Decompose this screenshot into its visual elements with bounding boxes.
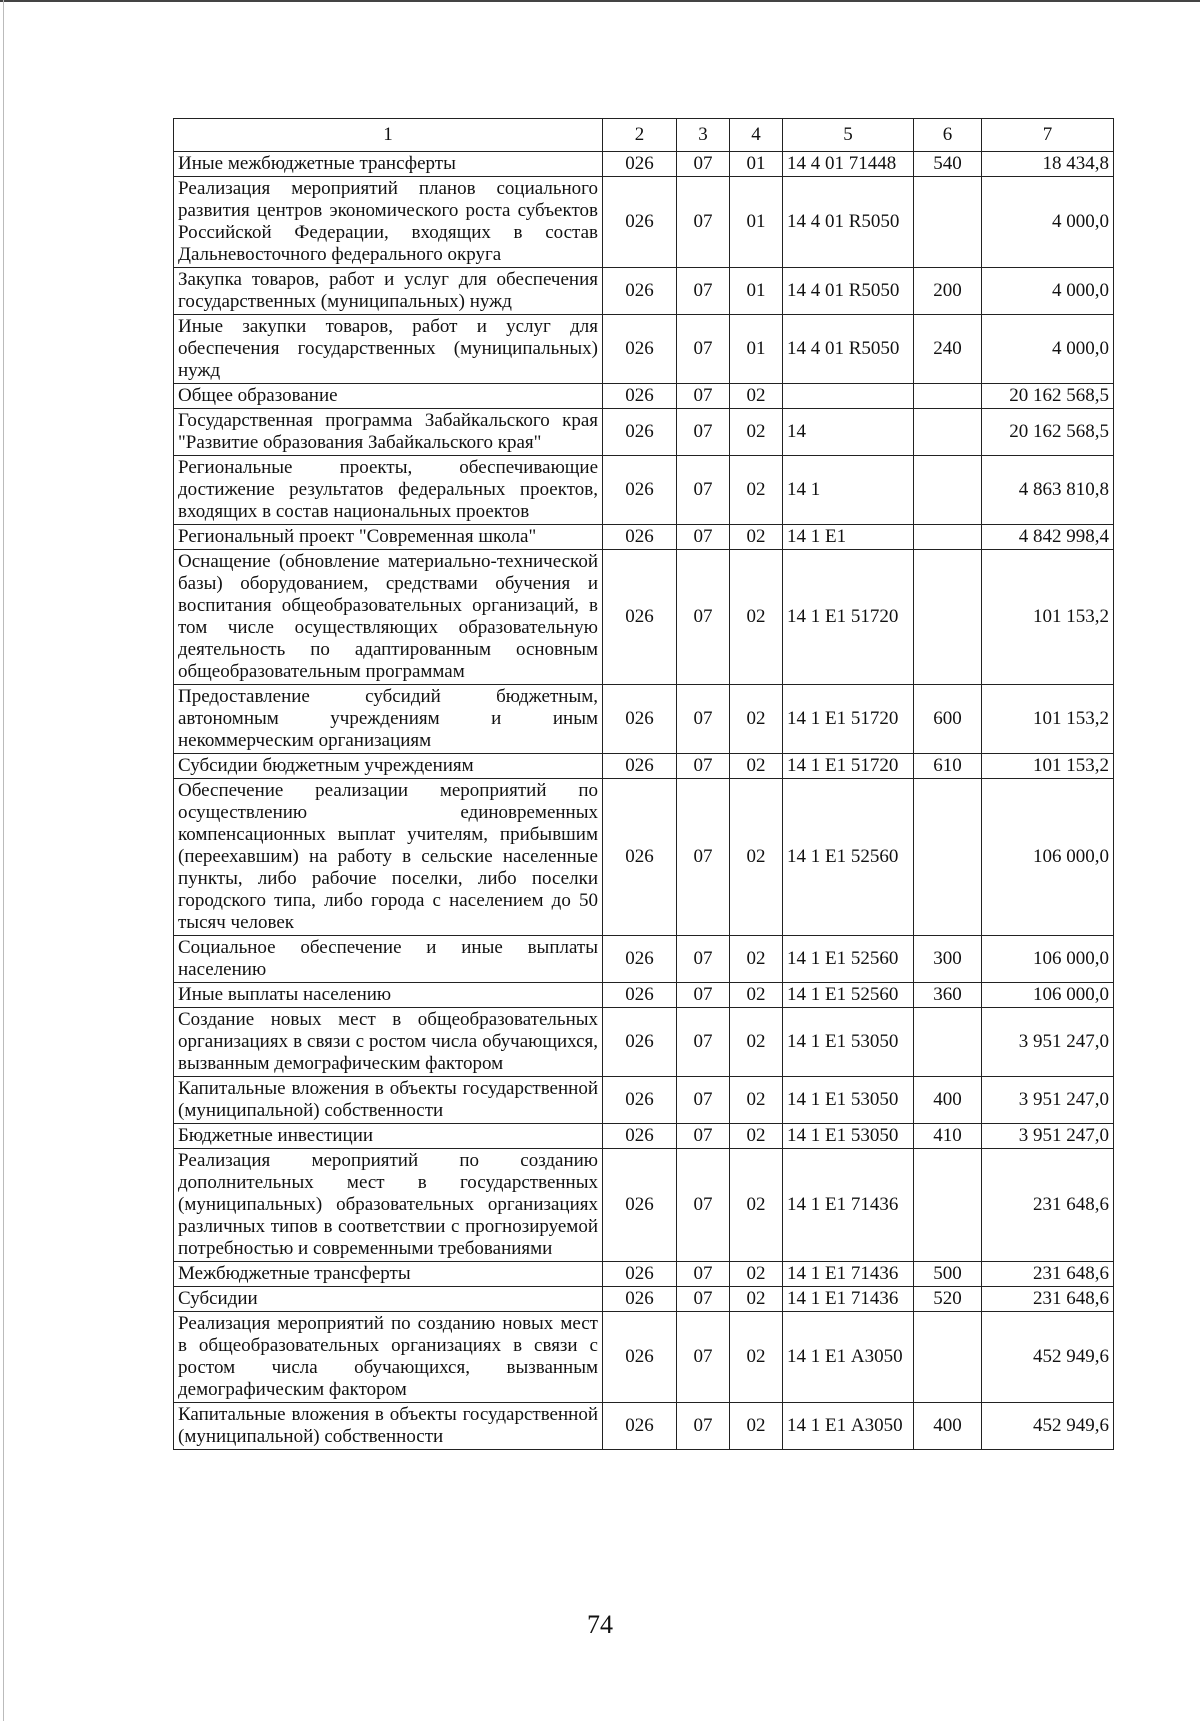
table-header-row [174, 119, 1114, 152]
table-row [174, 1149, 1114, 1262]
ministry-code-cell: 026 [603, 1077, 677, 1124]
expense-type-code-cell: 520 [914, 1287, 982, 1312]
table-row [174, 1124, 1114, 1149]
ministry-code-cell: 026 [603, 1403, 677, 1450]
target-item-code-cell: 14 1 Е1 53050 [783, 1077, 914, 1124]
amount-cell: 3 951 247,0 [982, 1124, 1114, 1149]
target-item-code-cell: 14 1 Е1 52560 [783, 779, 914, 936]
column-header-6: 6 [914, 119, 982, 152]
table-row [174, 685, 1114, 754]
ministry-code-cell: 026 [603, 177, 677, 268]
row-description: Иные выплаты населению [174, 983, 603, 1008]
target-item-code-cell: 14 1 [783, 456, 914, 525]
column-header-5: 5 [783, 119, 914, 152]
expense-type-code-cell [914, 177, 982, 268]
section-code-cell: 07 [677, 1008, 730, 1077]
amount-cell: 4 842 998,4 [982, 525, 1114, 550]
table-row [174, 177, 1114, 268]
subsection-code-cell: 01 [730, 315, 783, 384]
ministry-code-cell: 026 [603, 152, 677, 177]
ministry-code-cell: 026 [603, 685, 677, 754]
subsection-code-cell: 02 [730, 983, 783, 1008]
target-item-code-cell: 14 1 Е1 52560 [783, 936, 914, 983]
amount-cell: 106 000,0 [982, 936, 1114, 983]
amount-cell: 3 951 247,0 [982, 1008, 1114, 1077]
table-row [174, 1077, 1114, 1124]
ministry-code-cell: 026 [603, 409, 677, 456]
section-code-cell: 07 [677, 1403, 730, 1450]
amount-cell: 231 648,6 [982, 1287, 1114, 1312]
ministry-code-cell: 026 [603, 384, 677, 409]
section-code-cell: 07 [677, 1124, 730, 1149]
table-row [174, 983, 1114, 1008]
target-item-code-cell: 14 1 Е1 71436 [783, 1262, 914, 1287]
section-code-cell: 07 [677, 1312, 730, 1403]
expense-type-code-cell: 400 [914, 1077, 982, 1124]
target-item-code-cell: 14 1 Е1 51720 [783, 550, 914, 685]
row-description: Реализация мероприятий по созданию новых мест в общеобразовательных организациях в связи с ростом числа обучающихся, вызванным демографическим фактором [174, 1312, 603, 1403]
expense-type-code-cell: 300 [914, 936, 982, 983]
ministry-code-cell: 026 [603, 550, 677, 685]
table-row [174, 1262, 1114, 1287]
section-code-cell: 07 [677, 456, 730, 525]
row-description: Иные закупки товаров, работ и услуг для обеспечения государственных (муниципальных) нужд [174, 315, 603, 384]
table-row [174, 779, 1114, 936]
ministry-code-cell: 026 [603, 315, 677, 384]
table-row [174, 1312, 1114, 1403]
expense-type-code-cell: 600 [914, 685, 982, 754]
target-item-code-cell: 14 1 Е1 53050 [783, 1008, 914, 1077]
amount-cell: 106 000,0 [982, 983, 1114, 1008]
target-item-code-cell: 14 1 Е1 А3050 [783, 1403, 914, 1450]
row-description: Капитальные вложения в объекты государственной (муниципальной) собственности [174, 1403, 603, 1450]
expense-type-code-cell [914, 1008, 982, 1077]
subsection-code-cell: 02 [730, 1403, 783, 1450]
table-row [174, 1287, 1114, 1312]
subsection-code-cell: 01 [730, 177, 783, 268]
table-row [174, 936, 1114, 983]
target-item-code-cell: 14 1 Е1 71436 [783, 1149, 914, 1262]
table-row [174, 409, 1114, 456]
section-code-cell: 07 [677, 315, 730, 384]
amount-cell: 101 153,2 [982, 754, 1114, 779]
page-left-edge [3, 0, 4, 1721]
subsection-code-cell: 02 [730, 525, 783, 550]
subsection-code-cell: 02 [730, 1149, 783, 1262]
expense-type-code-cell [914, 1149, 982, 1262]
table-body [174, 152, 1114, 1450]
section-code-cell: 07 [677, 936, 730, 983]
table-row [174, 315, 1114, 384]
column-header-3: 3 [677, 119, 730, 152]
section-code-cell: 07 [677, 685, 730, 754]
section-code-cell: 07 [677, 754, 730, 779]
subsection-code-cell: 02 [730, 550, 783, 685]
subsection-code-cell: 02 [730, 685, 783, 754]
ministry-code-cell: 026 [603, 456, 677, 525]
expense-type-code-cell [914, 384, 982, 409]
table-row [174, 525, 1114, 550]
ministry-code-cell: 026 [603, 1287, 677, 1312]
section-code-cell: 07 [677, 268, 730, 315]
row-description: Создание новых мест в общеобразовательных организациях в связи с ростом числа обучающихся, вызванным демографическим фактором [174, 1008, 603, 1077]
target-item-code-cell: 14 1 Е1 [783, 525, 914, 550]
expense-type-code-cell [914, 456, 982, 525]
section-code-cell: 07 [677, 1149, 730, 1262]
subsection-code-cell: 02 [730, 1287, 783, 1312]
subsection-code-cell: 02 [730, 1077, 783, 1124]
target-item-code-cell: 14 4 01 71448 [783, 152, 914, 177]
ministry-code-cell: 026 [603, 268, 677, 315]
expense-type-code-cell: 540 [914, 152, 982, 177]
target-item-code-cell: 14 1 Е1 51720 [783, 685, 914, 754]
section-code-cell: 07 [677, 779, 730, 936]
amount-cell: 4 863 810,8 [982, 456, 1114, 525]
row-description: Закупка товаров, работ и услуг для обеспечения государственных (муниципальных) нужд [174, 268, 603, 315]
table-row [174, 268, 1114, 315]
page-number: 74 [587, 1610, 613, 1639]
target-item-code-cell: 14 1 Е1 А3050 [783, 1312, 914, 1403]
expense-type-code-cell: 240 [914, 315, 982, 384]
target-item-code-cell: 14 1 Е1 51720 [783, 754, 914, 779]
expense-type-code-cell: 500 [914, 1262, 982, 1287]
subsection-code-cell: 02 [730, 754, 783, 779]
table-row [174, 550, 1114, 685]
subsection-code-cell: 02 [730, 384, 783, 409]
expense-type-code-cell: 400 [914, 1403, 982, 1450]
subsection-code-cell: 02 [730, 1262, 783, 1287]
row-description: Региональный проект "Современная школа" [174, 525, 603, 550]
amount-cell: 452 949,6 [982, 1403, 1114, 1450]
subsection-code-cell: 02 [730, 779, 783, 936]
row-description: Межбюджетные трансферты [174, 1262, 603, 1287]
table-row [174, 754, 1114, 779]
subsection-code-cell: 02 [730, 456, 783, 525]
row-description: Капитальные вложения в объекты государственной (муниципальной) собственности [174, 1077, 603, 1124]
amount-cell: 4 000,0 [982, 315, 1114, 384]
page-top-border [0, 0, 1200, 2]
amount-cell: 4 000,0 [982, 268, 1114, 315]
budget-table [173, 118, 1114, 1450]
section-code-cell: 07 [677, 983, 730, 1008]
row-description: Предоставление субсидий бюджетным, автономным учреждениям и иным некоммерческим организациям [174, 685, 603, 754]
column-header-1: 1 [174, 119, 603, 152]
ministry-code-cell: 026 [603, 983, 677, 1008]
target-item-code-cell: 14 [783, 409, 914, 456]
amount-cell: 101 153,2 [982, 685, 1114, 754]
ministry-code-cell: 026 [603, 525, 677, 550]
amount-cell: 20 162 568,5 [982, 409, 1114, 456]
amount-cell: 452 949,6 [982, 1312, 1114, 1403]
section-code-cell: 07 [677, 1262, 730, 1287]
row-description: Субсидии [174, 1287, 603, 1312]
amount-cell: 231 648,6 [982, 1149, 1114, 1262]
row-description: Социальное обеспечение и иные выплаты населению [174, 936, 603, 983]
row-description: Оснащение (обновление материально-технической базы) оборудованием, средствами обучения и воспитания общеобразовательных организаций, в том числе осуществляющих образовательную деятельность по адаптированным основным общеобразовательным программам [174, 550, 603, 685]
expense-type-code-cell [914, 525, 982, 550]
amount-cell: 18 434,8 [982, 152, 1114, 177]
expense-type-code-cell: 200 [914, 268, 982, 315]
table-row [174, 1008, 1114, 1077]
target-item-code-cell [783, 384, 914, 409]
subsection-code-cell: 01 [730, 152, 783, 177]
ministry-code-cell: 026 [603, 1124, 677, 1149]
section-code-cell: 07 [677, 152, 730, 177]
row-description: Обеспечение реализации мероприятий по осуществлению единовременных компенсационных выплат учителям, прибывшим (переехавшим) на работу в сельские населенные пункты, либо рабочие поселки, либо поселки городского типа, либо города с населением до 50 тысяч человек [174, 779, 603, 936]
target-item-code-cell: 14 4 01 R5050 [783, 177, 914, 268]
amount-cell: 4 000,0 [982, 177, 1114, 268]
target-item-code-cell: 14 4 01 R5050 [783, 315, 914, 384]
expense-type-code-cell [914, 409, 982, 456]
row-description: Государственная программа Забайкальского края "Развитие образования Забайкальского края" [174, 409, 603, 456]
ministry-code-cell: 026 [603, 1008, 677, 1077]
column-header-2: 2 [603, 119, 677, 152]
section-code-cell: 07 [677, 1287, 730, 1312]
row-description: Реализация мероприятий планов социального развития центров экономического роста субъектов Российской Федерации, входящих в состав Дальневосточного федерального округа [174, 177, 603, 268]
section-code-cell: 07 [677, 409, 730, 456]
expense-type-code-cell [914, 550, 982, 685]
amount-cell: 101 153,2 [982, 550, 1114, 685]
row-description: Общее образование [174, 384, 603, 409]
target-item-code-cell: 14 1 Е1 53050 [783, 1124, 914, 1149]
amount-cell: 231 648,6 [982, 1262, 1114, 1287]
column-header-4: 4 [730, 119, 783, 152]
table-row [174, 1403, 1114, 1450]
amount-cell: 3 951 247,0 [982, 1077, 1114, 1124]
table-row [174, 456, 1114, 525]
table-row [174, 152, 1114, 177]
expense-type-code-cell: 610 [914, 754, 982, 779]
expense-type-code-cell: 410 [914, 1124, 982, 1149]
ministry-code-cell: 026 [603, 1262, 677, 1287]
row-description: Реализация мероприятий по созданию дополнительных мест в государственных (муниципальных) образовательных организациях различных типов в соответствии с прогнозируемой потребностью и современными требованиями [174, 1149, 603, 1262]
subsection-code-cell: 02 [730, 1008, 783, 1077]
target-item-code-cell: 14 1 Е1 52560 [783, 983, 914, 1008]
row-description: Бюджетные инвестиции [174, 1124, 603, 1149]
section-code-cell: 07 [677, 384, 730, 409]
section-code-cell: 07 [677, 177, 730, 268]
amount-cell: 106 000,0 [982, 779, 1114, 936]
table-row [174, 384, 1114, 409]
section-code-cell: 07 [677, 550, 730, 685]
section-code-cell: 07 [677, 1077, 730, 1124]
amount-cell: 20 162 568,5 [982, 384, 1114, 409]
section-code-cell: 07 [677, 525, 730, 550]
expense-type-code-cell: 360 [914, 983, 982, 1008]
ministry-code-cell: 026 [603, 779, 677, 936]
expense-type-code-cell [914, 1312, 982, 1403]
expense-type-code-cell [914, 779, 982, 936]
column-header-7: 7 [982, 119, 1114, 152]
ministry-code-cell: 026 [603, 1312, 677, 1403]
row-description: Иные межбюджетные трансферты [174, 152, 603, 177]
subsection-code-cell: 01 [730, 268, 783, 315]
subsection-code-cell: 02 [730, 936, 783, 983]
row-description: Субсидии бюджетным учреждениям [174, 754, 603, 779]
subsection-code-cell: 02 [730, 1124, 783, 1149]
target-item-code-cell: 14 1 Е1 71436 [783, 1287, 914, 1312]
target-item-code-cell: 14 4 01 R5050 [783, 268, 914, 315]
ministry-code-cell: 026 [603, 1149, 677, 1262]
row-description: Региональные проекты, обеспечивающие достижение результатов федеральных проектов, входящих в состав национальных проектов [174, 456, 603, 525]
subsection-code-cell: 02 [730, 409, 783, 456]
ministry-code-cell: 026 [603, 754, 677, 779]
subsection-code-cell: 02 [730, 1312, 783, 1403]
ministry-code-cell: 026 [603, 936, 677, 983]
